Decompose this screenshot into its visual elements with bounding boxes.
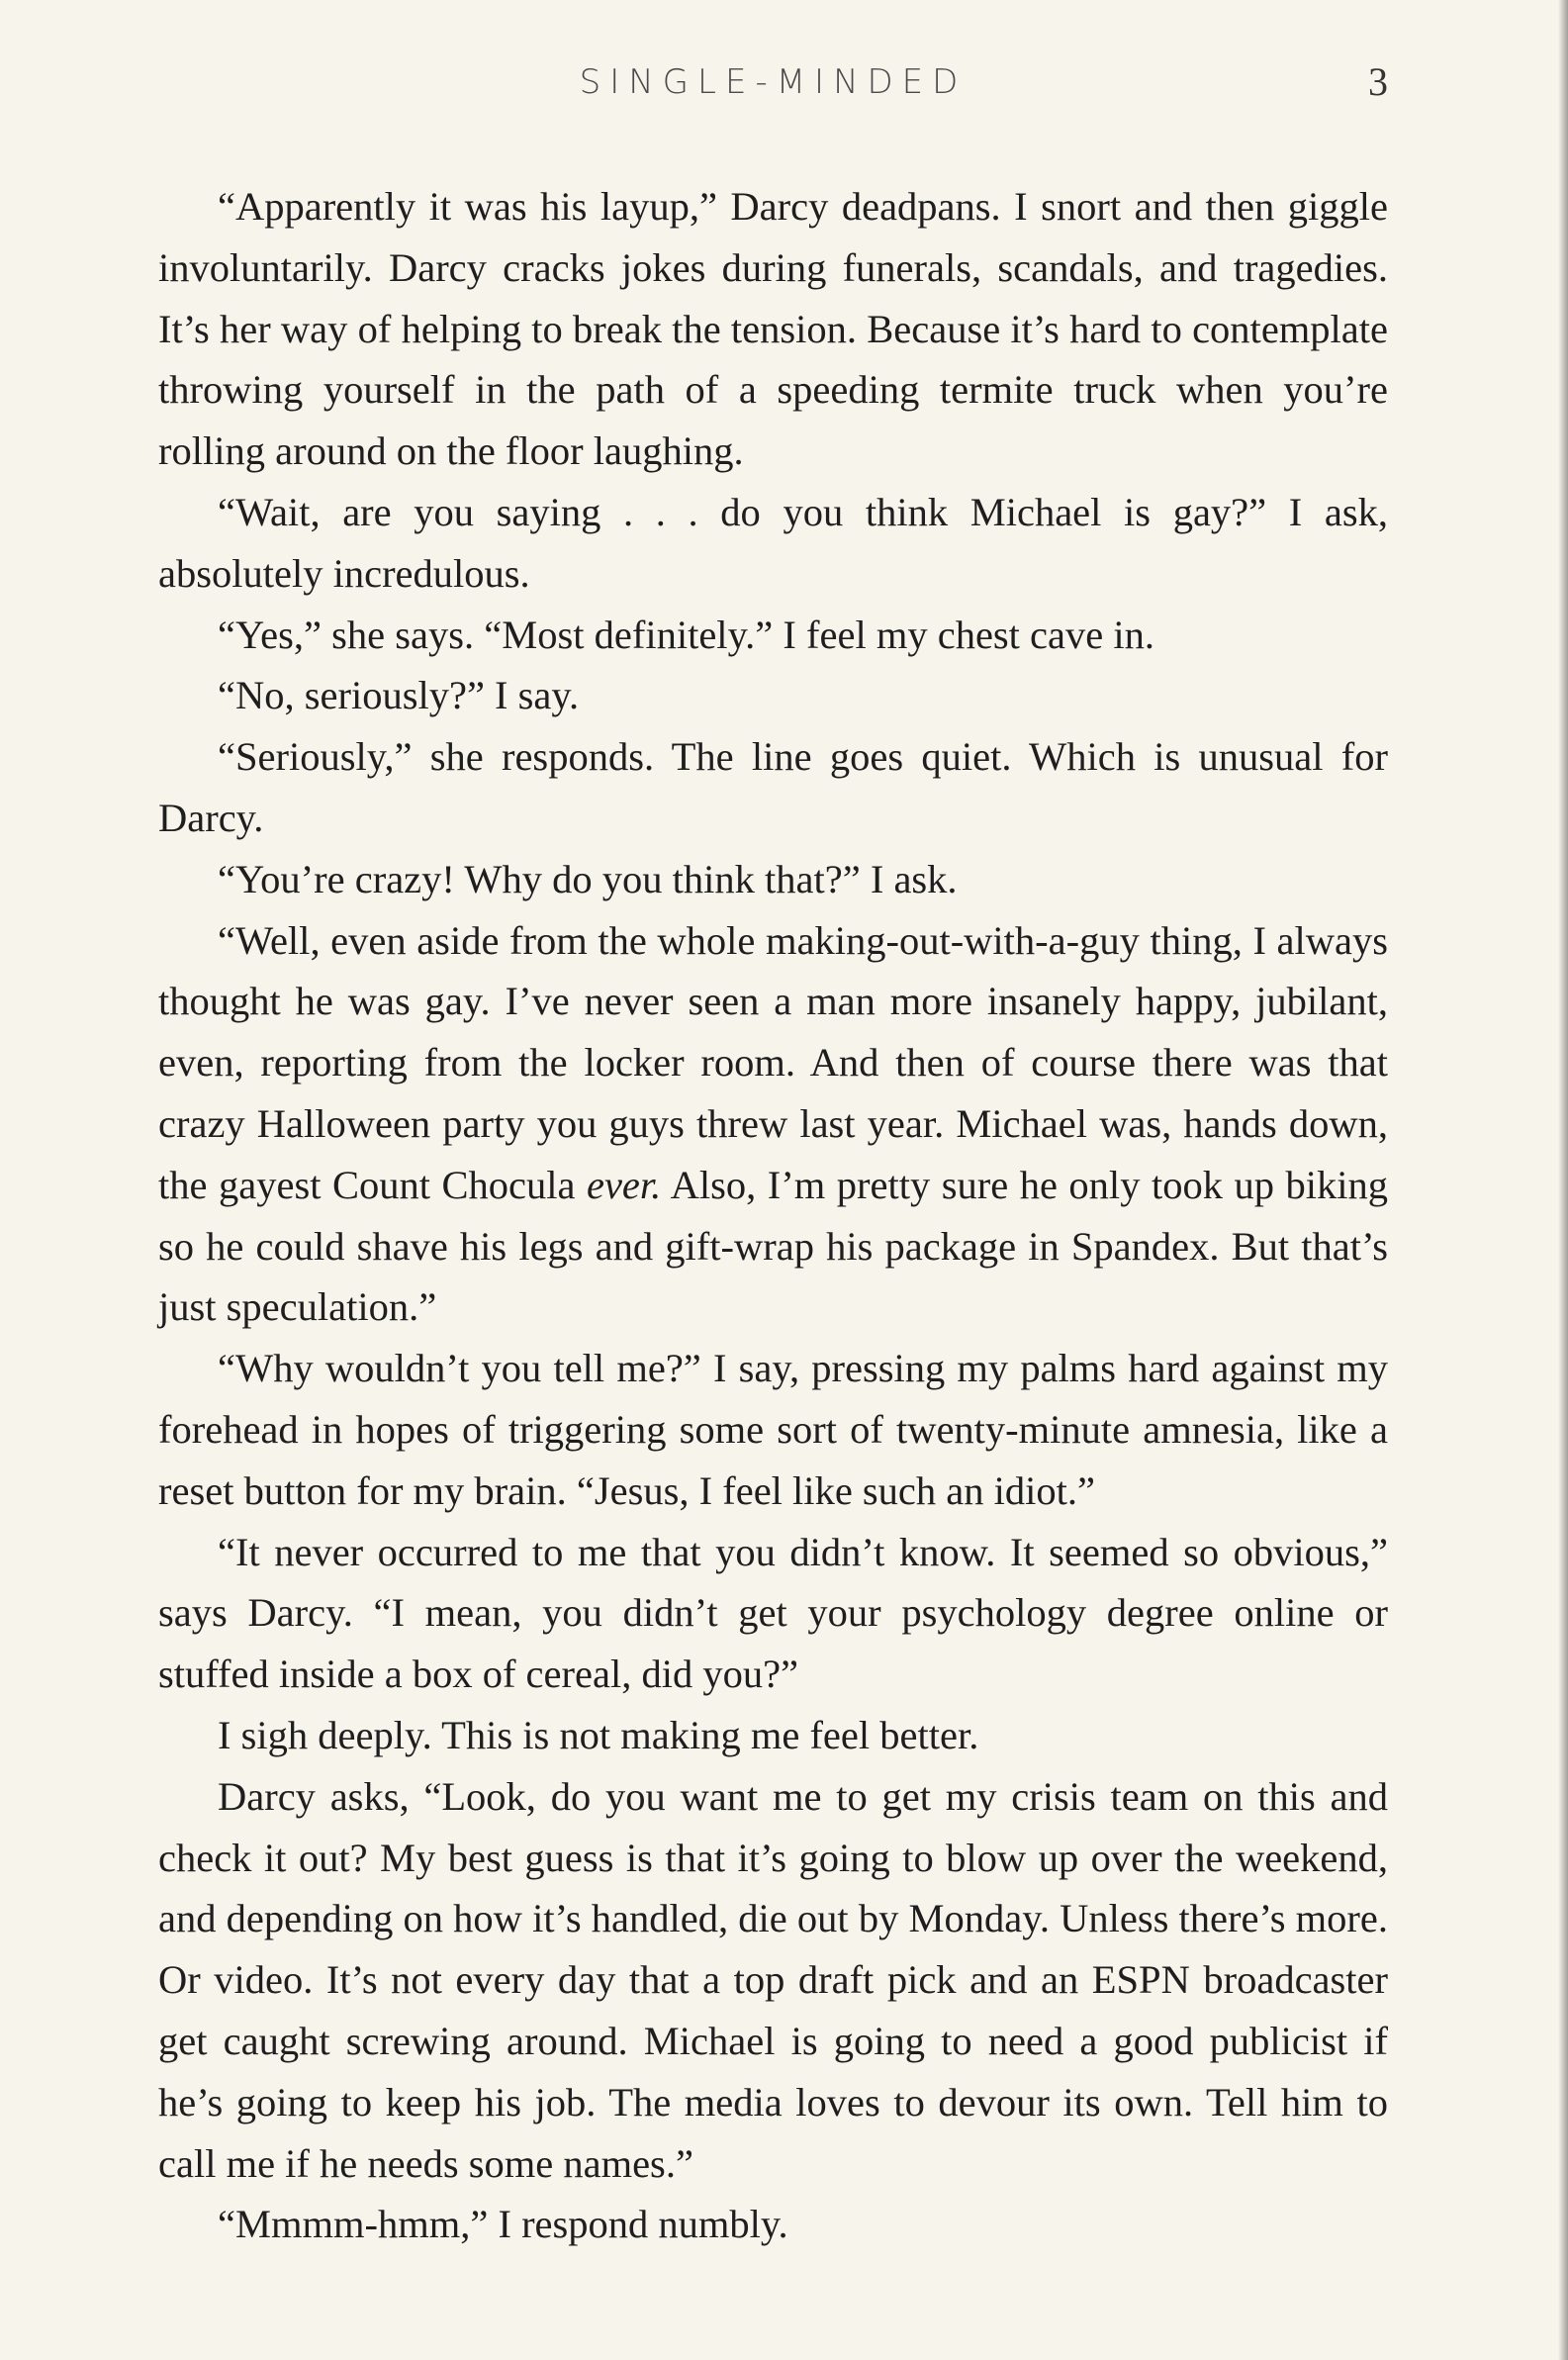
paragraph-3: “Yes,” she says. “Most definitely.” I feel my chest cave in. bbox=[218, 612, 1154, 657]
paragraph-4: “No, seriously?” I say. bbox=[218, 673, 580, 718]
paragraph-11: Darcy asks, “Look, do you want me to get my crisis team on this and check it out? My best guess is that it’s going to blow up over the weekend, and depending on how it’s handled, die out by Monday. Unless there’s more. Or video. It’s not every day that a top draft pick and an ESPN broadcaster get caught screwing around. Michael is going to need a good publicist if he’s going to keep his job. The media loves to devour its own. Tell him to call me if he needs some names.” bbox=[158, 1773, 1388, 2186]
paragraph-7-emphasis: ever. bbox=[586, 1162, 662, 1207]
paragraph-1: “Apparently it was his layup,” Darcy deadpans. I snort and then giggle involuntarily. Darcy cracks jokes during funerals, scandals, and tragedies. It’s her way of helping to break the tension. Because it’s hard to contemplate throwing yourself in the path of a speeding termite truck when you’re rolling around on the floor laughing. bbox=[158, 184, 1388, 474]
paragraph-9: “It never occurred to me that you didn’t know. It seemed so obvious,” says Darcy. “I mean, you didn’t get your psychology degree online or stuffed inside a box of cereal, did you?” bbox=[158, 1529, 1388, 1697]
paragraph-7 bbox=[158, 910, 1388, 1339]
paragraph-6: “You’re crazy! Why do you think that?” I ask. bbox=[218, 856, 958, 901]
paragraph-7-before: “Well, even aside from the whole making-out-with-a-guy thing, I always thought he was gay. I’ve never seen a man more insanely happy, jubilant, even, reporting from the locker room. And then of course there was that crazy Halloween party you guys threw last year. Michael was, hands down, the gayest Count Chocula bbox=[158, 917, 1388, 1207]
running-title: SINGLE-MINDED bbox=[579, 62, 968, 102]
paragraph-7-after: Also, I’m pretty sure he only took up biking so he could shave his legs and gift-wrap his package in Spandex. But that’s just speculation.” bbox=[158, 1162, 1388, 1330]
paragraph-2: “Wait, are you saying . . . do you think Michael is gay?” I ask, absolutely incredulous. bbox=[158, 489, 1388, 596]
paragraph-10: I sigh deeply. This is not making me feel better. bbox=[218, 1712, 979, 1757]
paragraph-12: “Mmmm-hmm,” I respond numbly. bbox=[218, 2202, 788, 2247]
running-head bbox=[158, 57, 1388, 107]
body-text bbox=[158, 176, 1388, 2255]
page-number: 3 bbox=[1368, 59, 1388, 104]
paragraph-5: “Seriously,” she responds. The line goes quiet. Which is unusual for Darcy. bbox=[158, 734, 1388, 840]
paragraph-8: “Why wouldn’t you tell me?” I say, pressing my palms hard against my forehead in hopes of triggering some sort of twenty-minute amnesia, like a reset button for my brain. “Jesus, I feel like such an idiot.” bbox=[158, 1346, 1388, 1513]
page-edge-shadow bbox=[1558, 0, 1568, 2360]
